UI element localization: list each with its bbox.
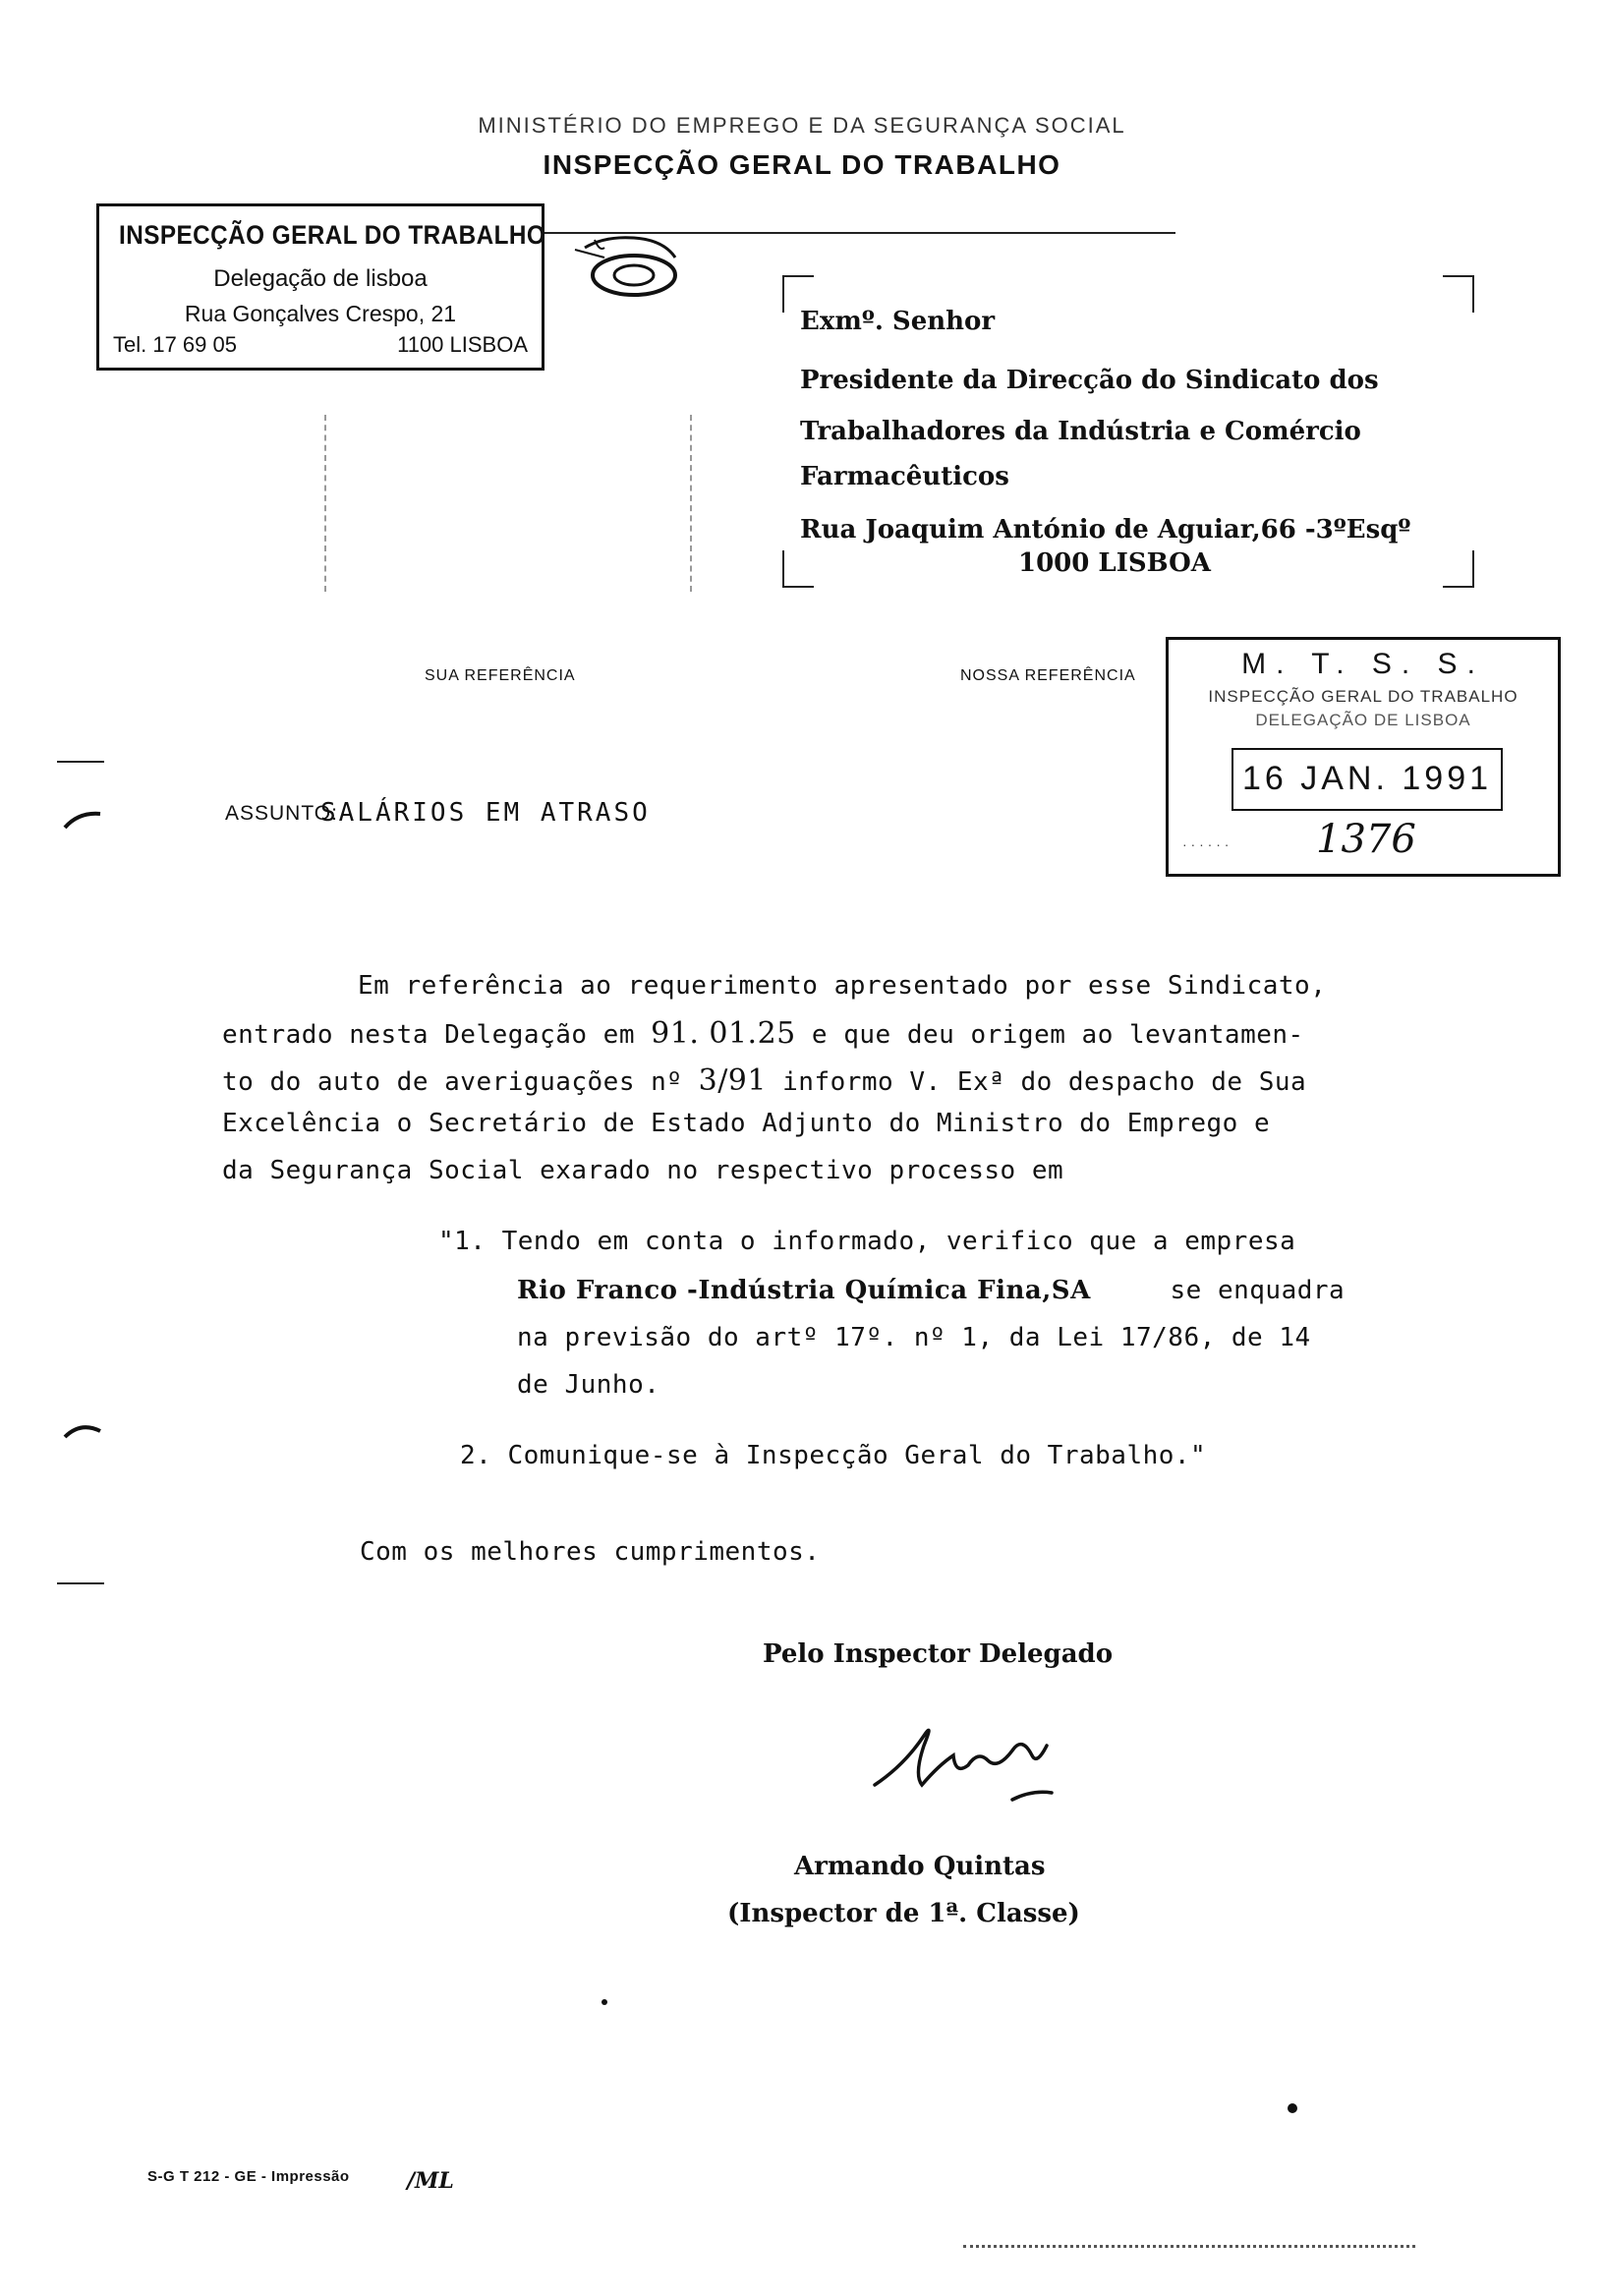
entry-date: 91. 01.25 [651, 1016, 796, 1051]
typist-initials: /ML [407, 2168, 454, 2194]
form-code: S-G T 212 - GE - Impressão [147, 2168, 350, 2185]
company-name: Rio Franco -Indústria Química Fina,SA [517, 1276, 1091, 1305]
fold-mark [57, 761, 104, 763]
punch-hole-mark [61, 804, 104, 833]
closing-line: Com os melhores cumprimentos. [360, 1537, 821, 1567]
delegation-stamp [96, 203, 544, 371]
stamp-title: M. T. S. S. [1241, 648, 1485, 680]
quote-line: de Junho. [517, 1370, 660, 1400]
signatory-name: Armando Quintas [794, 1852, 1046, 1881]
scan-artifact [963, 2245, 1415, 2248]
stamp-city: 1100 LISBOA [397, 332, 528, 357]
stamp-number-line: · · · · · · [1182, 836, 1230, 852]
faint-date-stamp [324, 415, 692, 592]
stamp-address: Rua Gonçalves Crespo, 21 [184, 301, 457, 326]
stamp-line: DELEGAÇÃO DE LISBOA [1255, 711, 1471, 729]
stamp-telephone: Tel. 17 69 05 [113, 332, 237, 357]
telephone-icon [565, 228, 703, 307]
recipient-line: Presidente da Direcção do Sindicato dos [800, 366, 1379, 395]
body-line: Excelência o Secretário de Estado Adjunto do Ministro do Emprego e [222, 1109, 1271, 1138]
stamp-title: INSPECÇÃO GERAL DO TRABALHO [119, 220, 546, 250]
case-number: 3/91 [698, 1063, 767, 1098]
recipient-city: 1000 LISBOA [1018, 548, 1211, 578]
recipient-line: Trabalhadores da Indústria e Comércio [800, 417, 1361, 446]
handwritten-signature [865, 1706, 1120, 1814]
recipient-salutation: Exmº. Senhor [800, 307, 996, 336]
ink-speck [602, 1999, 607, 2005]
signature-on-behalf: Pelo Inspector Delegado [763, 1639, 1114, 1669]
quote-company-line: Rio Franco -Indústria Química Fina,SA se enquadra [517, 1276, 1346, 1305]
fold-mark [57, 1582, 104, 1584]
body-line: da Segurança Social exarado no respectivo processo em [222, 1156, 1064, 1185]
quote-line: na previsão do artº 17º. nº 1, da Lei 17/86, de 14 [517, 1323, 1311, 1352]
stamp-entry-number: 1376 [1316, 817, 1416, 862]
document-title: INSPECÇÃO GERAL DO TRABALHO [543, 149, 1061, 180]
signatory-title: (Inspector de 1ª. Classe) [727, 1899, 1080, 1928]
recipient-line: Farmacêuticos [800, 462, 1009, 491]
punch-hole-mark [61, 1417, 104, 1447]
body-line: to do auto de averiguações nº 3/91 informo V. Exª do despacho de Sua [222, 1063, 1307, 1098]
recipient-address: Rua Joaquim António de Aguiar,66 -3ºEsqº [800, 515, 1411, 545]
ministry-heading: MINISTÉRIO DO EMPREGO E DA SEGURANÇA SOCIAL [478, 113, 1126, 138]
address-bracket-tr [1443, 275, 1474, 313]
stamp-date: 16 JAN. 1991 [1241, 760, 1493, 797]
body-line: entrado nesta Delegação em 91. 01.25 e que deu origem ao levantamen- [222, 1016, 1304, 1051]
stamp-delegation: Delegação de lisboa [213, 265, 428, 292]
subject-label: ASSUNTO: [225, 802, 338, 825]
quote-item-2: 2. Comunique-se à Inspecção Geral do Trabalho." [460, 1441, 1207, 1470]
address-bracket-br [1443, 550, 1474, 588]
body-line: Em referência ao requerimento apresentado por esse Sindicato, [358, 971, 1327, 1001]
sua-referencia-label: SUA REFERÊNCIA [425, 667, 576, 684]
reception-stamp [1166, 637, 1561, 877]
subject-text: SALÁRIOS EM ATRASO [320, 798, 651, 828]
stamp-date-box [1232, 748, 1503, 811]
quote-item-1: "1. Tendo em conta o informado, verifico que a empresa [438, 1227, 1296, 1256]
address-bracket-bl [782, 550, 814, 588]
nossa-referencia-label: NOSSA REFERÊNCIA [960, 667, 1136, 684]
stamp-line: INSPECÇÃO GERAL DO TRABALHO [1208, 687, 1518, 706]
ink-speck [1288, 2103, 1297, 2113]
